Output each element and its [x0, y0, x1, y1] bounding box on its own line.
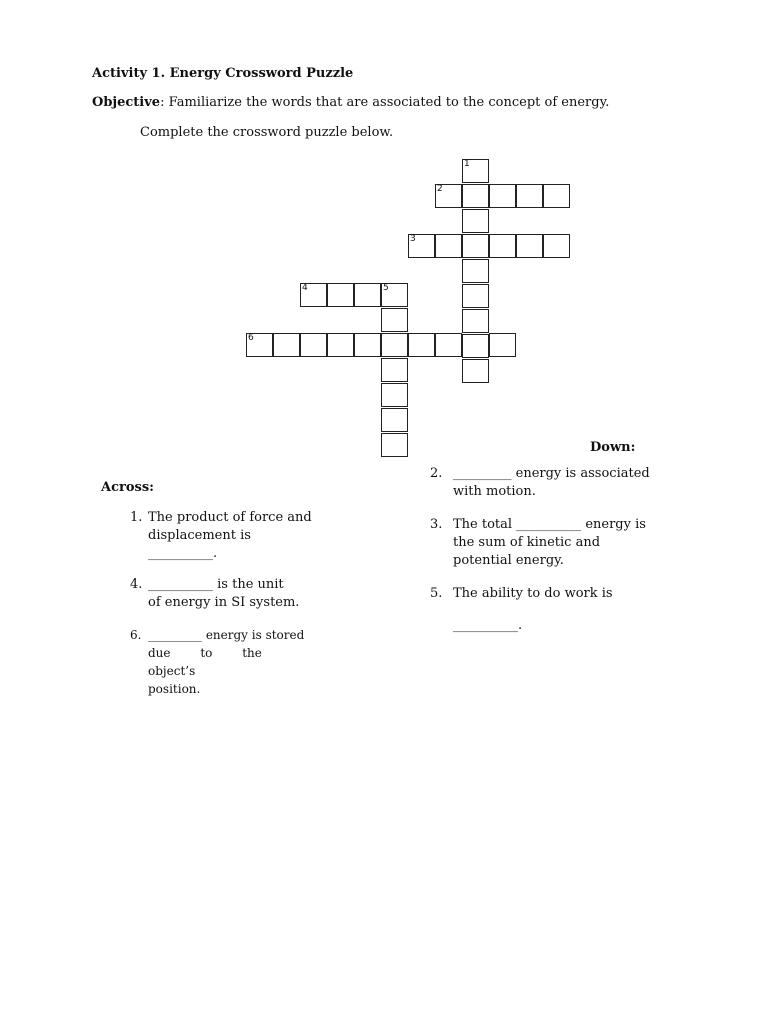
- crossword-cell[interactable]: [435, 234, 462, 258]
- objective-label: Objective: [92, 95, 161, 110]
- down-clue-5: [430, 585, 613, 635]
- clue-line: _________ energy is associated: [453, 466, 650, 481]
- crossword-cell[interactable]: [381, 408, 408, 432]
- crossword-cell[interactable]: [381, 358, 408, 382]
- crossword-cell[interactable]: [462, 284, 489, 308]
- crossword-cell[interactable]: [327, 333, 354, 357]
- objective-text: : Familiarize the words that are associated to the concept of energy.: [160, 95, 610, 110]
- across-heading: Across:: [101, 480, 154, 495]
- crossword-cell[interactable]: [381, 283, 408, 307]
- clue-line: the sum of kinetic and: [453, 535, 601, 550]
- crossword-cell[interactable]: [435, 333, 462, 357]
- clue-line: of energy in SI system.: [148, 595, 300, 610]
- across-clue-1: [130, 509, 312, 563]
- cell-number: 5: [383, 283, 389, 293]
- crossword-cell[interactable]: [381, 433, 408, 457]
- clue-number: 5.: [430, 586, 443, 601]
- clue-number: 3.: [430, 517, 443, 532]
- clue-line: potential energy.: [453, 553, 564, 568]
- clue-line: The ability to do work is: [453, 586, 613, 601]
- crossword-cell[interactable]: [354, 333, 381, 357]
- clue-line: __________.: [453, 618, 523, 633]
- crossword-cell[interactable]: [489, 184, 516, 208]
- clue-line: due to the object’s: [148, 646, 262, 678]
- crossword-cell[interactable]: [543, 234, 570, 258]
- crossword-cell[interactable]: [462, 159, 489, 183]
- clue-line: __________ is the unit: [148, 577, 284, 592]
- clue-line: _________ energy is stored: [148, 628, 305, 642]
- objective-line: [92, 95, 609, 110]
- crossword-cell[interactable]: [327, 283, 354, 307]
- crossword-cell[interactable]: [462, 334, 489, 358]
- clue-line: position.: [148, 682, 201, 696]
- crossword-cell[interactable]: [354, 283, 381, 307]
- cell-number: 3: [410, 234, 416, 244]
- clue-number: 4.: [130, 577, 143, 592]
- cell-number: 2: [437, 184, 443, 194]
- clue-number: 2.: [430, 466, 443, 481]
- crossword-cell[interactable]: [462, 259, 489, 283]
- crossword-cell[interactable]: [381, 333, 408, 357]
- crossword-cell[interactable]: [246, 333, 273, 357]
- crossword-cell[interactable]: [462, 209, 489, 233]
- crossword-cell[interactable]: [462, 359, 489, 383]
- crossword-cell[interactable]: [489, 333, 516, 357]
- across-clue-4: [130, 576, 300, 612]
- clue-line: displacement is: [148, 528, 251, 543]
- crossword-cell[interactable]: [516, 184, 543, 208]
- crossword-cell[interactable]: [462, 184, 489, 208]
- crossword-cell[interactable]: [300, 333, 327, 357]
- clue-line: with motion.: [453, 484, 536, 499]
- crossword-cell[interactable]: [300, 283, 327, 307]
- crossword-cell[interactable]: [462, 309, 489, 333]
- clue-number: 6.: [130, 628, 142, 642]
- crossword-cell[interactable]: [273, 333, 300, 357]
- crossword-cell[interactable]: [408, 234, 435, 258]
- crossword-cell[interactable]: [381, 383, 408, 407]
- instruction: Complete the crossword puzzle below.: [140, 125, 394, 140]
- cell-number: 1: [464, 159, 470, 169]
- crossword-cell[interactable]: [462, 234, 489, 258]
- across-clue-6: [130, 626, 326, 698]
- clue-number: 1.: [130, 510, 143, 525]
- crossword-cell[interactable]: [516, 234, 543, 258]
- down-clue-2: [430, 465, 650, 501]
- crossword-cell[interactable]: [543, 184, 570, 208]
- clue-line: __________.: [148, 546, 218, 561]
- down-heading: Down:: [590, 440, 636, 455]
- clue-line: The total __________ energy is: [453, 517, 646, 532]
- crossword-cell[interactable]: [408, 333, 435, 357]
- page-title: Activity 1. Energy Crossword Puzzle: [92, 66, 354, 81]
- crossword-cell[interactable]: [381, 308, 408, 332]
- crossword-cell[interactable]: [489, 234, 516, 258]
- cell-number: 6: [248, 333, 254, 343]
- clue-line: The product of force and: [148, 510, 312, 525]
- down-clue-3: [430, 516, 646, 570]
- cell-number: 4: [302, 283, 308, 293]
- crossword-cell[interactable]: [435, 184, 462, 208]
